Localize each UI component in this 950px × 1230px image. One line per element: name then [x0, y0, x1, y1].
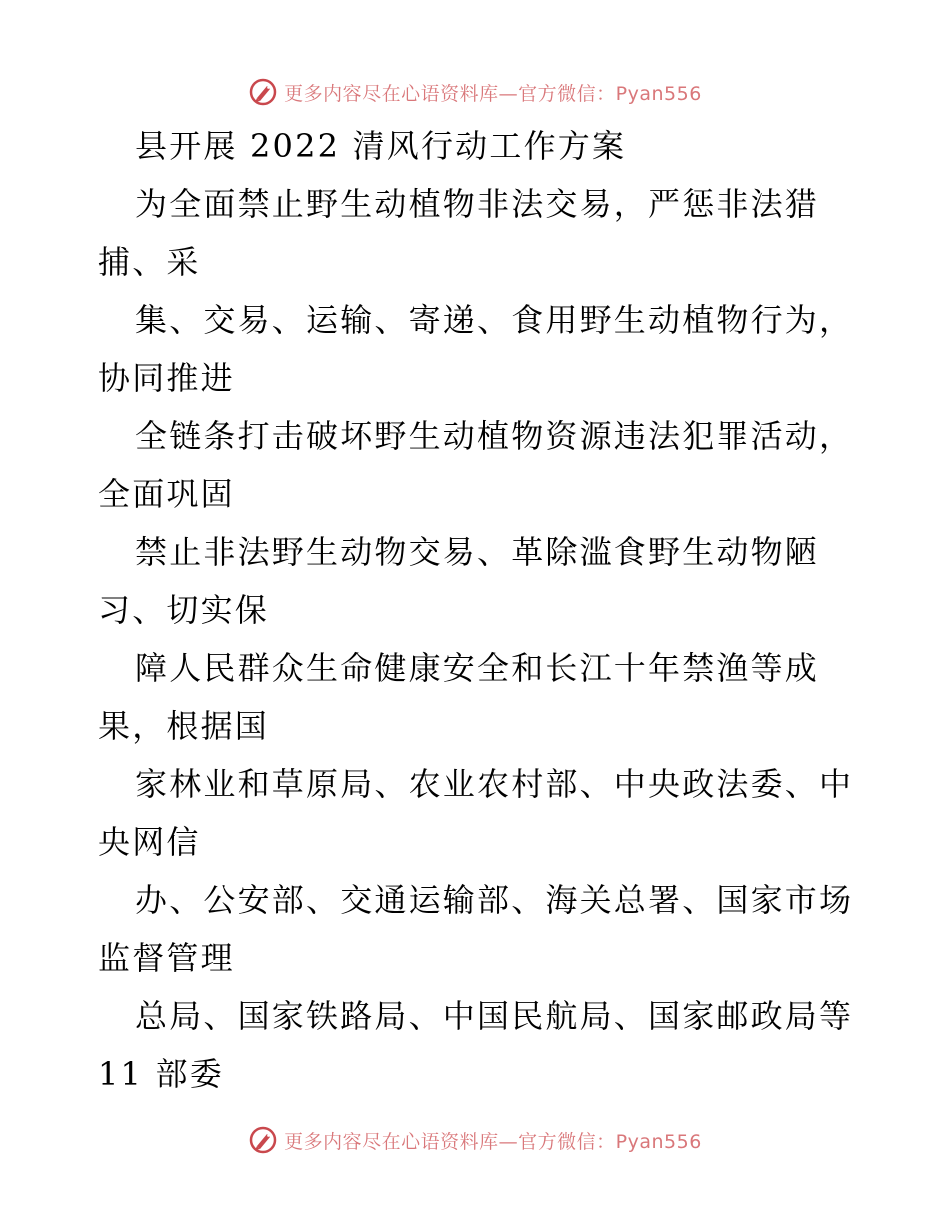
- paragraph-line: 家林业和草原局、农业农村部、中央政法委、中: [135, 765, 854, 803]
- paragraph-line: 全面巩固: [98, 475, 235, 513]
- paragraph-line: 协同推进: [98, 359, 235, 397]
- paragraph-line: 习、切实保: [98, 591, 270, 629]
- paragraph-line: 总局、国家铁路局、中国民航局、国家邮政局等: [135, 997, 854, 1035]
- paragraph-line: 11 部委: [98, 1055, 224, 1093]
- watermark-text: 更多内容尽在心语资料库—官方微信：Pyan556: [284, 82, 702, 105]
- pen-logo-icon: [248, 77, 278, 107]
- paragraph-line: 捕、采: [98, 243, 201, 281]
- paragraph-line: 央网信: [98, 823, 201, 861]
- header-watermark: [0, 72, 950, 112]
- watermark-text: 更多内容尽在心语资料库—官方微信：Pyan556: [284, 1130, 702, 1153]
- paragraph-line: 监督管理: [98, 939, 235, 977]
- paragraph-line: 禁止非法野生动物交易、革除滥食野生动物陋: [135, 533, 820, 571]
- paragraph-line: 全链条打击破坏野生动植物资源违法犯罪活动，: [135, 417, 854, 455]
- footer-watermark: [0, 1120, 950, 1160]
- document-title: 县开展 2022 清风行动工作方案: [135, 127, 627, 165]
- pen-logo-icon: [248, 1125, 278, 1155]
- paragraph-line: 集、交易、运输、寄递、食用野生动植物行为，: [135, 301, 854, 339]
- paragraph-line: 办、公安部、交通运输部、海关总署、国家市场: [135, 881, 854, 919]
- paragraph-line: 障人民群众生命健康安全和长江十年禁渔等成: [135, 649, 820, 687]
- paragraph-line: 果，根据国: [98, 707, 270, 745]
- paragraph-line: 为全面禁止野生动植物非法交易，严惩非法猎: [135, 185, 820, 223]
